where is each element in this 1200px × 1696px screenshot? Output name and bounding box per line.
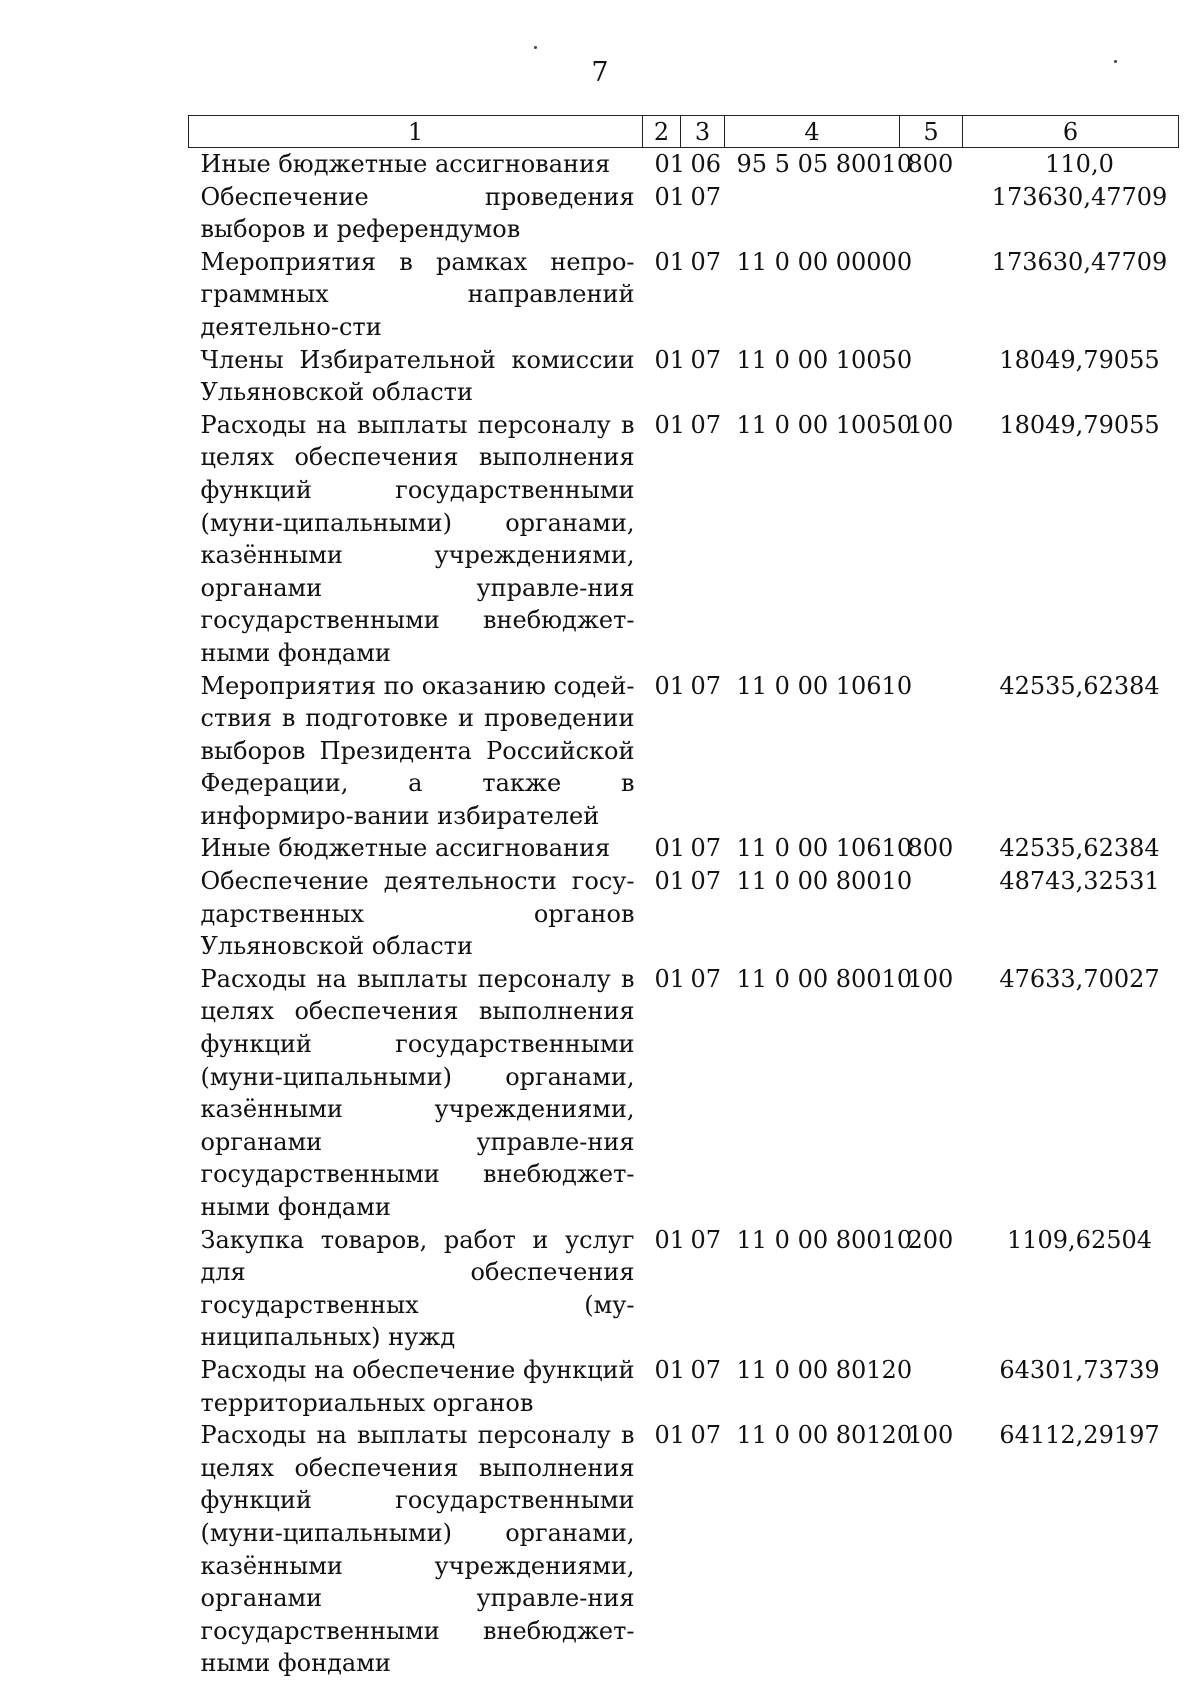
row-subsection: 07 [690,1225,722,1254]
row-name: Мероприятия по оказанию содей-ствия в подготовке и проведении выборов Президента Российской Федерации, а также в информиро-вании избирателей [200,671,635,830]
row-section: 01 [654,247,686,276]
row-name: Иные бюджетные ассигнования [200,150,611,178]
row-name: Обеспечение деятельности госу-дарственных органов Ульяновской области [200,867,635,961]
table-row [189,181,1179,246]
table-row [189,1354,1179,1419]
row-name: Обеспечение проведения выборов и референдумов [200,182,635,244]
row-amount: 64112,29197 [999,1421,1160,1450]
table-row [189,409,1179,670]
row-name: Расходы на выплаты персоналу в целях обеспечения выполнения функций государственными (муни-ципальными) органами, казёнными учреждениями, органами управле-ния государственными внебюджет-ными фондами [200,1421,635,1678]
row-section: 01 [654,964,686,993]
row-target-article: 11 0 00 80010 [736,1225,913,1254]
row-section: 01 [654,671,686,700]
table-row [189,832,1179,865]
row-amount: 47633,70027 [999,964,1160,993]
table-row [189,1419,1179,1680]
row-amount: 42535,62384 [999,671,1160,700]
row-section: 01 [654,1225,686,1254]
row-expense-type: 100 [907,1421,954,1450]
row-amount: 18049,79055 [999,410,1160,439]
column-header-5: 5 [900,116,963,148]
row-subsection: 07 [690,964,722,993]
row-target-article: 11 0 00 10050 [736,410,913,439]
row-subsection: 07 [690,182,722,211]
row-expense-type: 100 [907,964,954,993]
table-row [189,670,1179,833]
table-body [189,148,1179,1680]
row-target-article: 11 0 00 80010 [736,964,913,993]
column-header-1: 1 [189,116,643,148]
column-header-4: 4 [725,116,900,148]
row-section: 01 [654,1421,686,1450]
budget-table [188,115,1179,1680]
row-amount: 42535,62384 [999,834,1160,863]
row-target-article: 11 0 00 10610 [736,671,913,700]
row-subsection: 06 [690,150,722,178]
row-section: 01 [654,182,686,211]
row-expense-type: 100 [907,410,954,439]
row-name: Расходы на выплаты персоналу в целях обеспечения выполнения функций государственными (муни-ципальными) органами, казёнными учреждениями, органами управле-ния государственными внебюджет-ными фондами [200,410,635,667]
row-amount: 1109,62504 [1006,1225,1153,1254]
row-target-article: 11 0 00 80120 [736,1355,913,1384]
row-name: Члены Избирательной комиссии Ульяновской области [200,345,635,407]
column-header-3: 3 [681,116,725,148]
row-expense-type: 800 [907,150,954,178]
column-header-6: 6 [963,116,1179,148]
table-row [189,148,1179,181]
row-subsection: 07 [690,1355,722,1384]
row-target-article: 11 0 00 00000 [736,247,913,276]
scan-speck [534,46,537,49]
row-section: 01 [654,1355,686,1384]
row-section: 01 [654,345,686,374]
row-target-article: 11 0 00 10050 [736,345,913,374]
row-amount: 48743,32531 [999,867,1160,896]
row-subsection: 07 [690,834,722,863]
table-row [189,344,1179,409]
row-target-article: 11 0 00 10610 [736,834,913,863]
row-section: 01 [654,834,686,863]
row-amount: 110,0 [1045,150,1114,178]
row-subsection: 07 [690,1421,722,1450]
row-target-article: 95 5 05 80010 [736,150,913,178]
row-section: 01 [654,410,686,439]
row-expense-type [900,181,963,246]
scan-speck [1114,60,1117,63]
row-amount: 18049,79055 [999,345,1160,374]
table-row [189,963,1179,1224]
row-subsection: 07 [690,345,722,374]
row-expense-type: 200 [907,1225,954,1254]
row-name: Расходы на обеспечение функций территориальных органов [200,1355,635,1417]
row-expense-type: 800 [907,834,954,863]
row-name: Мероприятия в рамках непро-граммных направлений деятельно-сти [200,247,635,341]
row-subsection: 07 [690,867,722,896]
row-section: 01 [654,867,686,896]
header-row [189,116,1179,148]
table-header [189,116,1179,148]
row-target-article: 11 0 00 80120 [736,1421,913,1450]
table-row [189,246,1179,344]
row-amount: 173630,47709 [991,247,1168,276]
table-row [189,865,1179,963]
page-number: 7 [591,57,609,88]
row-name: Иные бюджетные ассигнования [200,834,611,863]
row-amount: 173630,47709 [991,182,1168,211]
row-amount: 64301,73739 [999,1355,1160,1384]
row-subsection: 07 [690,247,722,276]
row-section: 01 [654,150,686,178]
row-target-article: 11 0 00 80010 [736,867,913,896]
table-row [189,1224,1179,1354]
row-name: Расходы на выплаты персоналу в целях обеспечения выполнения функций государственными (муни-ципальными) органами, казёнными учреждениями, органами управле-ния государственными внебюджет-ными фондами [200,964,635,1221]
column-header-2: 2 [643,116,681,148]
row-target-article [725,181,900,246]
row-subsection: 07 [690,671,722,700]
row-subsection: 07 [690,410,722,439]
row-name: Закупка товаров, работ и услуг для обеспечения государственных (му-ниципальных) нужд [200,1225,635,1352]
